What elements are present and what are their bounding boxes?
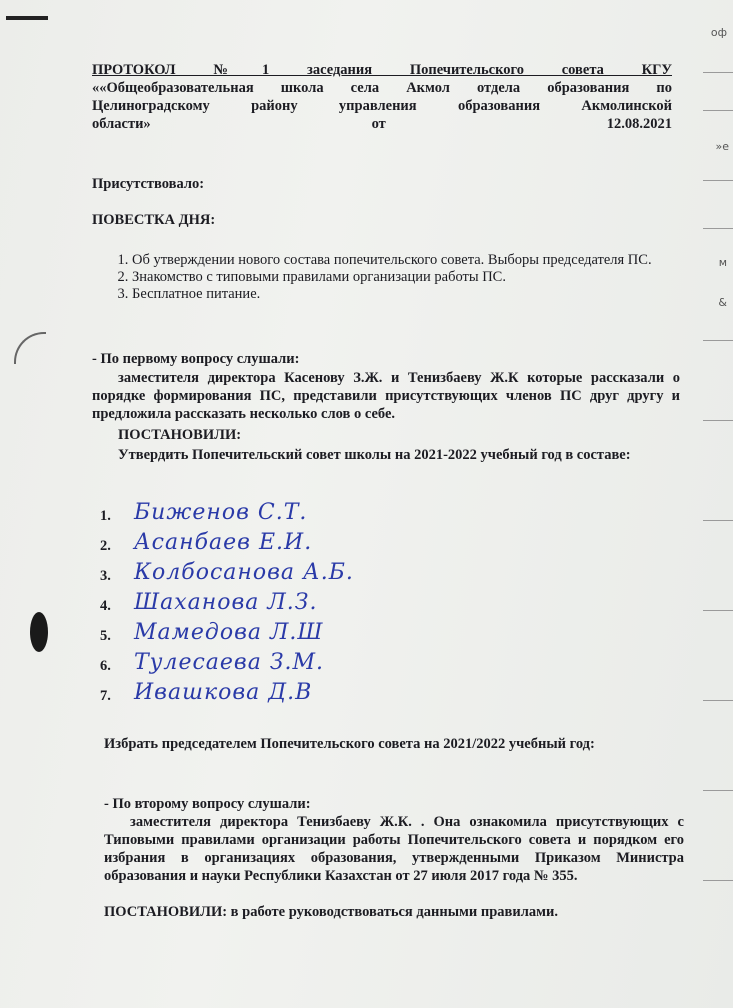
margin-line <box>703 110 733 111</box>
member-number: 2. <box>100 538 111 554</box>
margin-line <box>703 72 733 73</box>
margin-line <box>703 420 733 421</box>
q2-heading: - По второму вопросу слушали: <box>104 796 311 812</box>
member-row <box>100 560 500 590</box>
member-number: 5. <box>100 628 111 644</box>
member-row <box>100 680 500 710</box>
member-number: 4. <box>100 598 111 614</box>
title-line-1: ПРОТОКОЛ №1 заседания Попечительского совета КГУ <box>92 62 672 78</box>
q1-resolved-label: ПОСТАНОВИЛИ: <box>118 427 242 443</box>
member-row <box>100 590 500 620</box>
margin-line <box>703 880 733 881</box>
agenda-item: 3. Бесплатное питание. <box>132 286 652 303</box>
agenda-heading: ПОВЕСТКА ДНЯ: <box>92 212 216 228</box>
margin-line <box>703 610 733 611</box>
member-number: 3. <box>100 568 111 584</box>
member-handwritten-name: Мамедова Л.Ш <box>134 620 324 645</box>
q1-text: заместителя директора Касенову З.Ж. и Тенизбаеву Ж.К которые рассказали о порядке формирования ПС, представили присутствующих членов ПС друг другу и предложила рассказать несколько слов о себе. <box>92 370 680 422</box>
margin-bleed-text: »е <box>715 140 729 153</box>
protocol-date: 12.08.2021 <box>606 116 672 132</box>
member-number: 1. <box>100 508 111 524</box>
margin-bleed-text: & <box>718 296 727 309</box>
title-line-4 <box>92 115 672 133</box>
member-row <box>100 530 500 560</box>
title-line-3: Целиноградскому району управления образования Акмолинской <box>92 98 672 114</box>
margin-line <box>703 340 733 341</box>
chair-election-text: Избрать председателем Попечительского совета на 2021/2022 учебный год: <box>104 736 595 752</box>
paper-curl-mark <box>14 332 46 364</box>
q1-resolution: Утвердить Попечительский совет школы на 2021-2022 учебный год в составе: <box>118 447 631 463</box>
member-handwritten-name: Тулесаева З.М. <box>134 650 325 675</box>
member-handwritten-name: Колбосанова А.Б. <box>134 560 354 585</box>
margin-line <box>703 790 733 791</box>
agenda-item: 2. Знакомство с типовыми правилами организации работы ПС. <box>132 269 652 286</box>
agenda-list <box>110 252 652 303</box>
member-row <box>100 620 500 650</box>
member-handwritten-name: Асанбаев Е.И. <box>134 530 313 555</box>
member-number: 7. <box>100 688 111 704</box>
margin-line <box>703 520 733 521</box>
member-handwritten-name: Ивашкова Д.В <box>134 680 313 705</box>
member-handwritten-name: Шаханова Л.З. <box>134 590 318 615</box>
q1-heading: - По первому вопросу слушали: <box>92 351 300 367</box>
title-line-2: ««Общеобразовательная школа села Акмол отдела образования по <box>92 80 672 96</box>
margin-line <box>703 228 733 229</box>
q2-text: заместителя директора Тенизбаеву Ж.К. . Она ознакомила присутствующих с Типовыми правилами организации работы Попечительского совета и порядком его избрания в организациях образования, утвержденными Приказом Министра образования и науки Республики Казахстан от 27 июля 2017 года № 355. <box>104 814 684 884</box>
q2-resolution: ПОСТАНОВИЛИ: в работе руководствоваться данными правилами. <box>104 904 558 920</box>
scan-edge-mark <box>6 16 48 20</box>
protocol-title <box>92 61 672 133</box>
title-from: от <box>371 116 386 132</box>
attendance-label: Присутствовало: <box>92 176 205 192</box>
margin-bleed-text: оф <box>710 26 727 39</box>
member-row <box>100 500 500 530</box>
punch-hole <box>30 612 48 652</box>
member-row <box>100 650 500 680</box>
margin-bleed-text: м <box>718 256 727 269</box>
margin-line <box>703 700 733 701</box>
member-number: 6. <box>100 658 111 674</box>
margin-line <box>703 180 733 181</box>
agenda-item: 1. Об утверждении нового состава попечительского совета. Выборы председателя ПС. <box>132 252 652 269</box>
title-region: области» <box>92 116 151 132</box>
member-handwritten-name: Биженов С.Т. <box>134 500 308 525</box>
